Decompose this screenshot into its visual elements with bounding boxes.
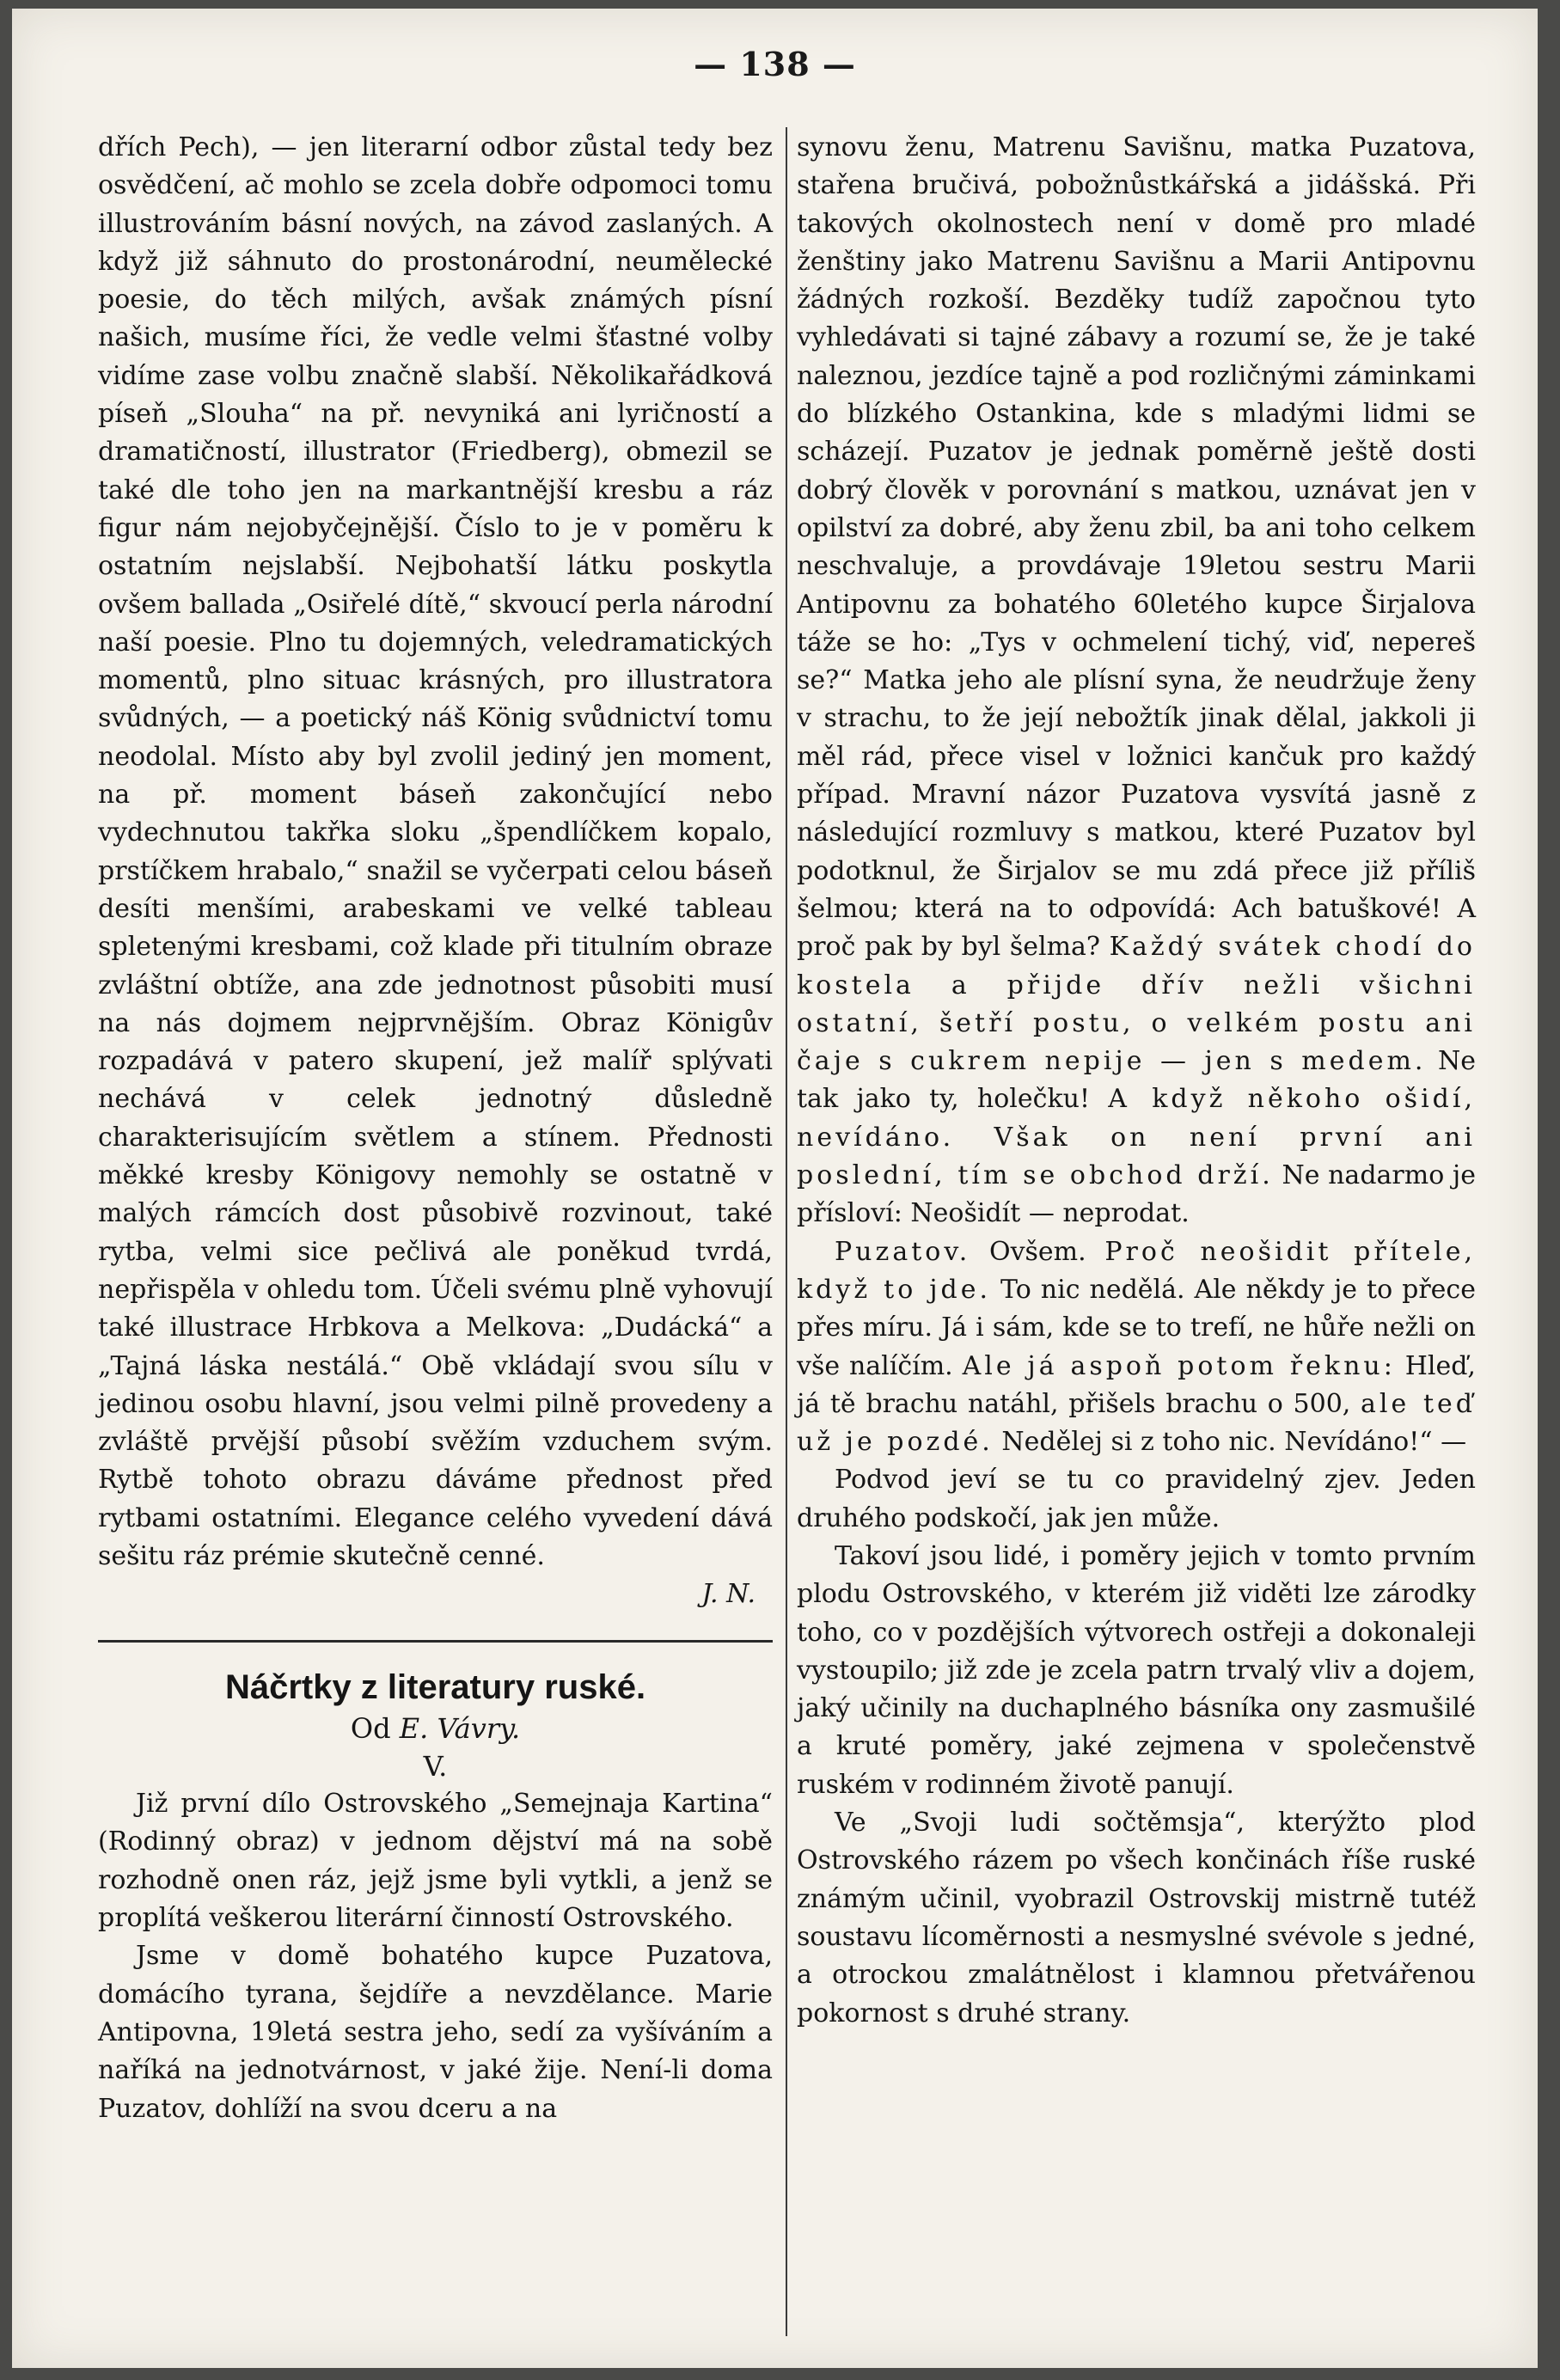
page-number: — 138 —: [694, 45, 856, 83]
byline-author: E. Vávry.: [399, 1711, 521, 1745]
section-rule: [98, 1640, 773, 1643]
text-run: Ne nadarmo je přísloví: Neošidít — neprodat.: [797, 1160, 1476, 1229]
speaker-name: Puzatov.: [835, 1236, 971, 1267]
right-column: [797, 129, 1476, 2033]
spaced-text: Každý svátek chodí do kostela a přijde dřív nežli všichni ostatní, šetří postu, o velkém postu ani čaje s cukrem nepije — jen s medem.: [797, 932, 1476, 1077]
paragraph: dřích Pech), — jen literarní odbor zůstal tedy bez osvědčení, ač mohlo se zcela dobře odpomoci tomu illustrováním básní nových, na závod zaslaných. A když již sáhnuto do prostonárodní, neumělecké poesie, do těch milých, avšak známých písní našich, musíme říci, že vedle velmi šťastné volby vidíme zase volbu značně slabší. Několikařádková píseň „Slouha“ na př. nevyniká ani lyričností a dramatičností, illustrator (Friedberg), obmezil se také dle toho jen na markantnější kresbu a ráz figur nám nejobyčejnější. Číslo to je v poměru k ostatním nejslabší. Nejbohatší látku poskytla ovšem ballada „Osiřelé dítě,“ skvoucí perla národní naší poesie. Plno tu dojemných, veledramatických momentů, plno situac krásných, pro illustratora svůdných, — a poetický náš König svůdnictví tomu neodolal. Místo aby byl zvolil jediný jen moment, na př. moment báseň zakončující nebo vydechnutou takřka sloku „špendlíčkem kopalo, prstíčkem hrabalo,“ snažil se vyčerpati celou báseň desíti menšími, arabeskami ve velké tableau spletenými kresbami, což klade při titulním obraze zvláštní obtíže, ana zde jednotnost působiti musí na nás dojmem nejprvnějším. Obraz Königův rozpadává v patero skupení, jež malíř splývati nechává v celek jednotný důsledně charakterisujícím světlem a stínem. Přednosti měkké kresby Königovy nemohly se ostatně v malých rámcích dost působivě rozvinout, také rytba, velmi sice pečlivá ale poněkud tvrdá, nepřispěla v ohledu tom. Účeli svému plně vyhovují také illustrace Hrbkova a Melkova: „Dudácká“ a „Tajná láska nestálá.“ Obě vkládají svou sílu v jedinou osobu hlavní, jsou velmi pilně provedeny a zvláště prvější působí svěžím vzduchem svým. Rytbě tohoto obrazu dáváme přednost před rytbami ostatními. Elegance celého vyvedení dává sešitu ráz prémie skutečně cenné.: [98, 132, 773, 1571]
text-run: Ovšem.: [988, 1236, 1086, 1267]
paragraph: Jsme v domě bohatého kupce Puzatova, domácího tyrana, šejdíře a nevzdělance. Marie Antipovna, 19letá sestra jeho, sedí za vyšíváním a naříká na jednotvárnost, v jaké žije. Není-li doma Puzatov, dohlíží na svou dceru a na: [98, 1941, 773, 2124]
chapter-number: V.: [423, 1749, 448, 1783]
section-title: Náčrtky z literatury ruské.: [224, 1667, 646, 1706]
paragraph: [797, 1233, 1476, 1462]
spaced-text: Ale já aspoň potom řeknu:: [962, 1350, 1396, 1381]
column-divider: [786, 127, 787, 2336]
text-run: synovu ženu, Matrenu Savišnu, matka Puzatova, stařena bručivá, pobožnůstkářská a jidášská. Při takových okolnostech není v domě pro mladé ženštiny jako Matrenu Savišnu a Marii Antipovnu žádných rozkoší. Bezděky tudíž započnou tyto vyhledávati si tajné zábavy a rozumí se, že je také naleznou, jezdíce tajně a pod rozličnými záminkami do blízkého Ostankina, kde s mladými lidmi se scházejí. Puzatov je jednak poměrně ještě dosti dobrý člověk v porovnání s matkou, uznávat jen v opilství za dobré, aby ženu zbil, ba ani toho celkem neschvaluje, a provdávaje 19letou sestru Marii Antipovnu za bohatého 60letého kupce Širjalova táže se ho: „Tys v ochmelení tichý, viď, nepereš se?“ Matka jeho ale plísní syna, že neudržuje ženy v strachu, to že její nebožtík jinak dělal, jakkoli ji měl rád, přece visel v ložnici kančuk pro každý případ. Mravní názor Puzatova vysvítá jasně z následující rozmluvy s matkou, které Puzatov byl podotknul, že Širjalov se mu zdá přece již příliš šelmou; která na to odpovídá: Ach batuškové! A proč pak by byl šelma?: [797, 132, 1476, 963]
spaced-text: Proč neošidit přítele, když to jde.: [797, 1236, 1476, 1305]
paragraph: [797, 129, 1476, 1233]
paragraph: Ve „Svoji ludi sočtěmsja“, kterýžto plod Ostrovského rázem po všech končinách říše ruské známým učinil, vyobrazil Ostrovskij mistrně tutéž soustavu lícoměrnosti a nesmyslné svévole s jedné, a otrockou zmalátnělost i klamnou přetvářenou pokornost s druhé strany.: [797, 1808, 1476, 2028]
paragraph: Podvod jeví se tu co pravidelný zjev. Jeden druhého podskočí, jak jen může.: [797, 1465, 1476, 1533]
left-column: [98, 129, 773, 2128]
spaced-text: ale teď už je pozdé.: [797, 1388, 1476, 1458]
byline: [98, 1710, 773, 1747]
text-run: To nic nedělá. Ale někdy je to přece přes míru. Já i sám, kde se to trefí, ne hůře nežli on vše nalíčím.: [797, 1274, 1476, 1381]
spaced-text: A když někoho ošidí, nevídáno. Však on není první ani poslední, tím se obchod drží.: [797, 1084, 1476, 1191]
paragraph: Takoví jsou lidé, i poměry jejich v tomto prvním plodu Ostrovského, v kterém již viděti lze zárodky toho, co v pozdějších výtvorech ostřeji a dokonaleji vystoupilo; již zde je zcela patrn trvalý vliv a dojem, jaký učinily na duchaplného básníka ony zasmušilé a kruté poměry, jaké zejmena v společenstvě ruském v rodinném životě panují.: [797, 1540, 1476, 1800]
text-run: Hleď, já tě brachu natáhl, přišels brachu o 500,: [797, 1350, 1476, 1419]
text-run: Ne tak jako ty, holečku!: [797, 1046, 1476, 1115]
document-page: [12, 9, 1538, 2368]
text-run: Nedělej si z toho nic. Nevídáno!“ —: [1001, 1427, 1467, 1458]
signature: J. N.: [701, 1579, 756, 1610]
paragraph: Již první dílo Ostrovského „Semejnaja Kartina“ (Rodinný obraz) v jednom dějství má na sobě rozhodně onen ráz, jejž jsme byli vytkli, a jenž se proplítá veškerou literární činností Ostrovského.: [98, 1789, 773, 1934]
byline-prefix: Od: [350, 1711, 391, 1745]
